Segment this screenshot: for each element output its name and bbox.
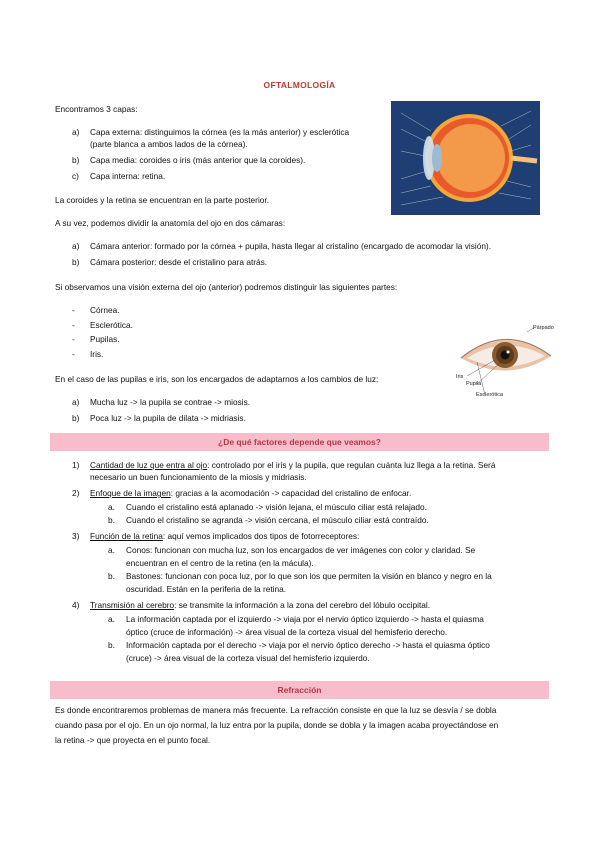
list-marker: 4) bbox=[72, 600, 80, 610]
list-item-continuation bbox=[72, 472, 552, 488]
factor-text: Bastones: funcionan con poca luz, por lo que son los que permiten la visión en blanco y negro en la bbox=[126, 571, 492, 581]
sub-list-item bbox=[72, 515, 552, 531]
list-marker: 3) bbox=[72, 531, 80, 541]
list-item-text: Capa externa: distinguimos la córnea (es la más anterior) y esclerótica bbox=[90, 127, 350, 137]
partes-intro: Si observamos una visión externa del ojo (anterior) podremos distinguir las siguientes partes: bbox=[55, 282, 398, 292]
sub-list-item bbox=[72, 640, 552, 653]
list-item-text: Córnea. bbox=[90, 305, 120, 315]
list-marker: a. bbox=[108, 501, 115, 512]
list-marker: 1) bbox=[72, 460, 80, 470]
list-marker: - bbox=[72, 334, 75, 344]
label-pupila: Pupila bbox=[466, 381, 482, 387]
factor-title: Transmisión al cerebro bbox=[90, 600, 175, 610]
list-item-text: Cámara posterior: desde el cristalino para atrás. bbox=[90, 257, 268, 267]
factor-text: óptico (cruce de información) -> área visual de la corteza visual del hemisferio derecho. bbox=[126, 626, 448, 637]
label-esclerotica: Esclerótica bbox=[476, 392, 503, 398]
list-marker: 2) bbox=[72, 488, 80, 498]
factor-text: La información captada por el izquierdo -> viaja por el nervio óptico izquierdo -> hasta el quiasma bbox=[126, 613, 484, 624]
sub-list-item bbox=[72, 502, 552, 516]
section-header-refraccion: Refracción bbox=[50, 681, 549, 699]
list-item bbox=[72, 600, 552, 614]
sub-list-item bbox=[72, 545, 552, 558]
refraccion-line-1: Es donde encontraremos problemas de manera más frecuente. La refracción consiste en que la luz se desvía / se dobla bbox=[55, 705, 497, 715]
factor-text: Conos: funcionan con mucha luz, son los encargados de ver imágenes con color y claridad. Se bbox=[126, 544, 476, 555]
sub-list-item-continuation bbox=[72, 584, 552, 600]
factor-text: : controlado por el iris y la pupila, que regulan cuánta luz llega a la retina. Será bbox=[207, 460, 496, 470]
list-marker: a. bbox=[108, 613, 115, 624]
list-item bbox=[72, 460, 552, 472]
list-marker: - bbox=[72, 305, 75, 315]
list-marker: b) bbox=[72, 413, 80, 423]
factor-title: Enfoque de la imagen bbox=[90, 488, 171, 498]
list-item-text: (parte blanca a ambos lados de la córnea). bbox=[90, 139, 248, 149]
list-marker: c) bbox=[72, 171, 79, 181]
factor-text: : gracias a la acomodación -> capacidad del cristalino de enfocar. bbox=[170, 488, 412, 498]
list-item-text: Pupilas. bbox=[90, 334, 120, 344]
section-header-factores: ¿De qué factores depende que veamos? bbox=[50, 433, 549, 451]
camaras-intro: A su vez, podemos dividir la anatomía del ojo en dos cámaras: bbox=[55, 218, 286, 228]
factor-title: Función de la retina bbox=[90, 531, 163, 541]
eye-cross-section-icon bbox=[391, 101, 540, 215]
list-item-text: Mucha luz -> la pupila se contrae -> miosis. bbox=[90, 397, 251, 407]
refraccion-line-3: la retina -> que proyecta en el punto focal. bbox=[55, 735, 211, 745]
list-marker: b) bbox=[72, 257, 80, 267]
sub-list-item-continuation bbox=[72, 653, 552, 666]
list-item bbox=[72, 531, 552, 545]
label-parpado: Párpado bbox=[533, 325, 554, 331]
factor-text: Cuando el cristalino está aplanado -> visión lejana, el músculo ciliar está relajado. bbox=[126, 501, 427, 512]
list-item-text: Poca luz -> la pupila de dilata -> midriasis. bbox=[90, 413, 246, 423]
list-item-text: Capa media: coroides o iris (más anterior que la coroides). bbox=[90, 155, 306, 165]
pupilas-paragraph: En el caso de las pupilas e iris, son los encargados de adaptarnos a los cambios de luz: bbox=[55, 374, 379, 384]
factors-list bbox=[72, 460, 552, 666]
factor-text: : se transmite la información a la zona del cerebro del lóbulo occipital. bbox=[174, 600, 431, 610]
list-item bbox=[72, 488, 552, 502]
factor-text: Cuando el cristalino se agranda -> visión cercana, el músculo ciliar está contraído. bbox=[126, 515, 429, 525]
list-marker: b. bbox=[108, 640, 115, 650]
list-marker: - bbox=[72, 348, 75, 359]
sub-list-item-continuation bbox=[72, 627, 552, 641]
list-item-text: Cámara anterior: formado por la córnea + pupila, hasta llegar al cristalino (encargado de acomodar la visión). bbox=[90, 241, 491, 251]
list-marker: a) bbox=[72, 241, 80, 251]
factor-text: : aquí vemos implicados dos tipos de fotorreceptores: bbox=[162, 531, 360, 541]
refraccion-line-2: cuando pasa por el ojo. En un ojo normal, la luz entra por la pupila, donde se dobla y la imagen acaba proyectándose en bbox=[55, 720, 499, 730]
factor-text: oscuridad. Están en la periferia de la retina. bbox=[126, 584, 287, 594]
list-item-text: Capa interna: retina. bbox=[90, 171, 166, 181]
list-marker: b. bbox=[108, 571, 115, 581]
list-marker: b) bbox=[72, 155, 80, 165]
sub-list-item bbox=[72, 571, 552, 584]
label-iris: Iris bbox=[456, 374, 464, 380]
sub-list-item bbox=[72, 614, 552, 627]
factor-text: necesario un buen funcionamiento de la miosis y midriasis. bbox=[90, 472, 307, 482]
eye-anatomy-illustration bbox=[391, 101, 540, 215]
factor-text: (cruce) -> área visual de la corteza visual del hemisferio izquierdo. bbox=[126, 653, 370, 663]
list-marker: - bbox=[72, 319, 75, 330]
coroides-paragraph: La coroides y la retina se encuentran en la parte posterior. bbox=[55, 195, 270, 205]
factor-text: encuentran en el centro de la retina (en la mácula). bbox=[126, 557, 314, 568]
list-marker: a) bbox=[72, 397, 80, 407]
list-item-text: Esclerótica. bbox=[90, 319, 133, 330]
factor-text: Información captada por el derecho -> viaja por el nervio óptico derecho -> hasta el quiasma óptico bbox=[126, 640, 490, 650]
list-marker: a) bbox=[72, 127, 80, 137]
page-title: OFTALMOLOGÍA bbox=[263, 80, 336, 90]
sub-list-item-continuation bbox=[72, 558, 552, 572]
list-item-text: Iris. bbox=[90, 348, 104, 359]
list-marker: b. bbox=[108, 515, 115, 525]
intro-text: Encontramos 3 capas: bbox=[55, 104, 138, 114]
list-marker: a. bbox=[108, 544, 115, 555]
factor-title: Cantidad de luz que entra al ojo bbox=[90, 460, 208, 470]
